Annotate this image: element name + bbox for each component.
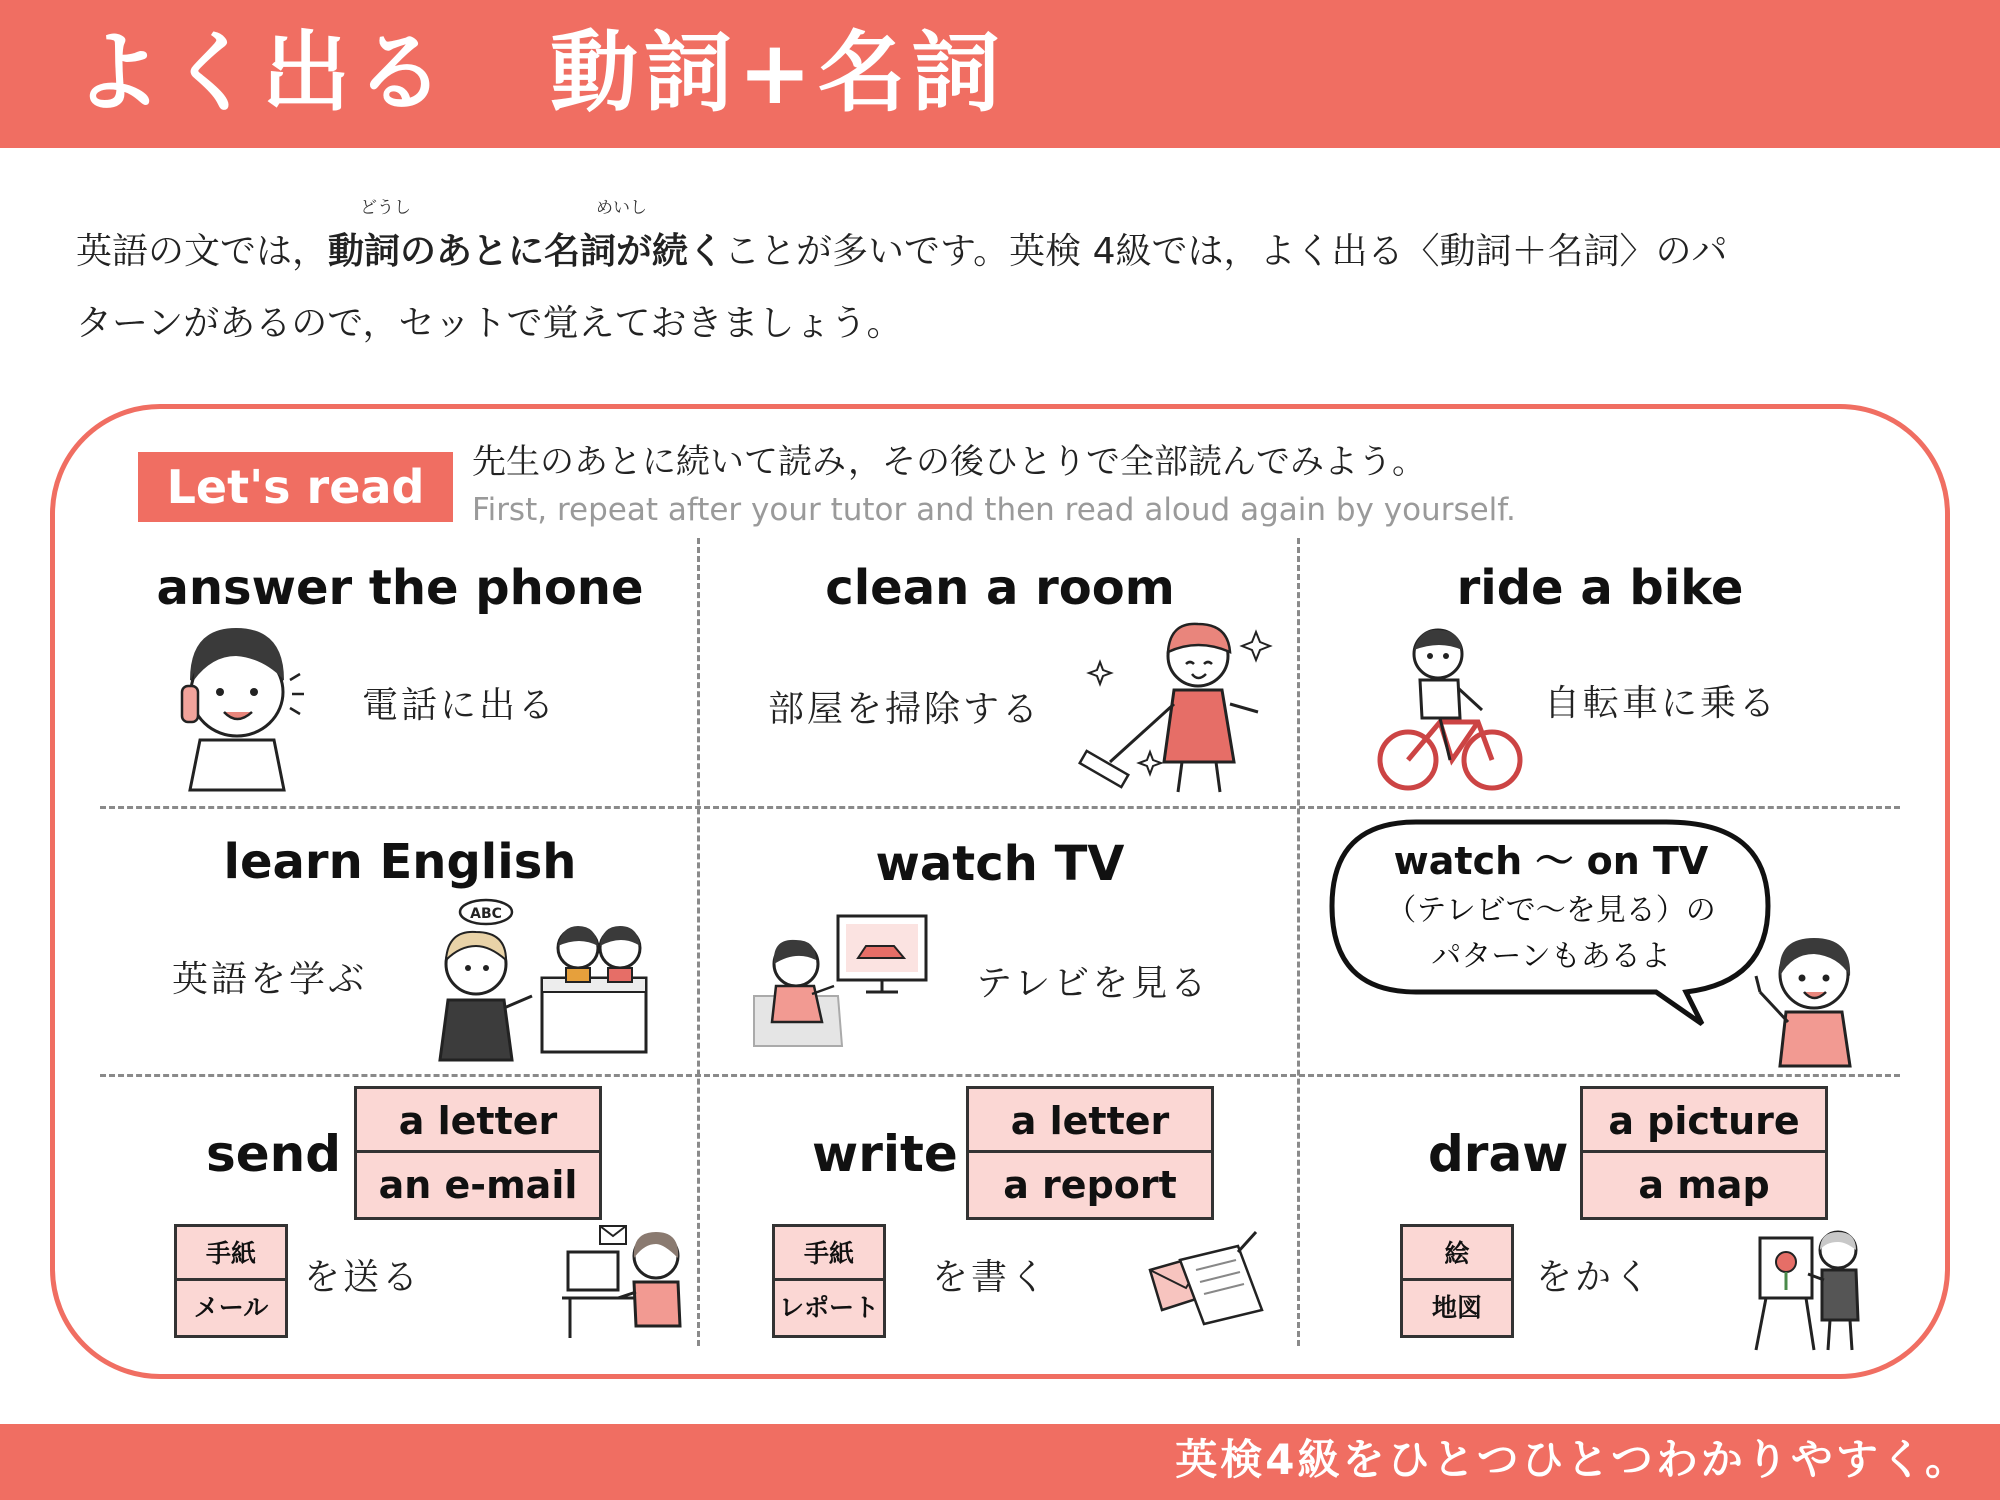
phrase-watch-tv: watch TV bbox=[875, 836, 1125, 892]
bubble-line-2: （テレビで～を見る）の bbox=[1386, 893, 1716, 928]
verb-write: write bbox=[812, 1125, 958, 1183]
grid-divider-h1 bbox=[100, 806, 1900, 809]
lets-read-label: Let's read bbox=[138, 452, 453, 522]
ruby-meishi: めいし bbox=[596, 198, 647, 218]
noun-jp-box-send bbox=[174, 1224, 288, 1338]
meaning-draw: をかく bbox=[1536, 1257, 1654, 1298]
noun-send-2: an e-mail bbox=[378, 1163, 578, 1207]
meaning-write: を書く bbox=[932, 1257, 1050, 1298]
noun-jp-write-1: 手紙 bbox=[775, 1227, 883, 1281]
intro-line-2: ターンがあるので，セットで覚えておきましょう。 bbox=[76, 303, 903, 344]
noun-jp-box-draw bbox=[1400, 1224, 1514, 1338]
noun-jp-send-1: 手紙 bbox=[177, 1227, 285, 1281]
page-title-part2: 動詞+名詞 bbox=[550, 21, 1006, 124]
letter-writing-illustration bbox=[1146, 1230, 1266, 1330]
ruby-doushi: どうし bbox=[360, 198, 411, 218]
page-title-part1: よく出る bbox=[74, 21, 451, 124]
meaning-answer-the-phone: 電話に出る bbox=[362, 685, 558, 726]
bubble-line-1: watch ～ on TV bbox=[1393, 839, 1709, 883]
teacher-students-illustration bbox=[430, 896, 650, 1060]
phrase-ride-a-bike: ride a bike bbox=[1456, 560, 1744, 616]
meaning-ride-a-bike: 自転車に乗る bbox=[1544, 683, 1779, 724]
instruction-jp: 先生のあとに続いて読み，その後ひとりで全部読んでみよう。 bbox=[472, 442, 1427, 482]
noun-draw-1: a picture bbox=[1583, 1089, 1825, 1153]
phrase-learn-english: learn English bbox=[223, 834, 577, 890]
page-title bbox=[74, 18, 1006, 128]
noun-draw-2: a map bbox=[1638, 1163, 1770, 1207]
grid-divider-v1 bbox=[697, 538, 700, 1346]
intro-bold: 動詞のあとに名詞が続く bbox=[328, 231, 725, 272]
intro-text-2: ことが多いです。英検 4級では，よく出る〈動詞＋名詞〉のパ bbox=[724, 231, 1728, 272]
noun-write-2: a report bbox=[1003, 1163, 1177, 1207]
meaning-learn-english: 英語を学ぶ bbox=[172, 959, 368, 1000]
phrase-answer-the-phone: answer the phone bbox=[156, 560, 644, 616]
verb-send: send bbox=[206, 1125, 342, 1183]
computer-email-illustration bbox=[560, 1222, 686, 1340]
meaning-send: を送る bbox=[304, 1257, 422, 1298]
noun-jp-draw-2: 地図 bbox=[1431, 1293, 1482, 1322]
footer-text: 英検4級をひとつひとつわかりやすく。 bbox=[1175, 1435, 1970, 1484]
noun-jp-write-2: レポート bbox=[778, 1293, 879, 1322]
verb-draw: draw bbox=[1428, 1125, 1569, 1183]
meaning-watch-tv: テレビを見る bbox=[976, 963, 1210, 1004]
noun-send-1: a letter bbox=[357, 1089, 599, 1153]
girl-pointing-illustration bbox=[1746, 930, 1866, 1068]
grid-divider-h2 bbox=[100, 1074, 1900, 1077]
boy-bike-illustration bbox=[1380, 626, 1520, 794]
noun-jp-box-write bbox=[772, 1224, 886, 1338]
intro-text-1: 英語の文では， bbox=[76, 231, 329, 272]
noun-box-draw bbox=[1580, 1086, 1828, 1220]
girl-cleaning-illustration bbox=[1070, 612, 1270, 802]
noun-box-send bbox=[354, 1086, 602, 1220]
meaning-clean-a-room: 部屋を掃除する bbox=[768, 689, 1042, 730]
phrase-clean-a-room: clean a room bbox=[825, 560, 1175, 616]
intro-paragraph bbox=[76, 216, 1896, 360]
bubble-line-3: パターンもあるよ bbox=[1431, 939, 1671, 974]
watching-tv-illustration bbox=[750, 910, 940, 1050]
noun-jp-draw-1: 絵 bbox=[1403, 1227, 1511, 1281]
noun-write-1: a letter bbox=[969, 1089, 1211, 1153]
instruction-en: First, repeat after your tutor and then read aloud again by yourself. bbox=[472, 492, 1516, 528]
grid-divider-v2 bbox=[1297, 538, 1300, 1346]
painter-easel-illustration bbox=[1752, 1228, 1862, 1352]
noun-jp-send-2: メール bbox=[193, 1293, 269, 1322]
boy-phone-illustration bbox=[172, 620, 302, 790]
abc-label: ABC bbox=[470, 906, 502, 922]
noun-box-write bbox=[966, 1086, 1214, 1220]
